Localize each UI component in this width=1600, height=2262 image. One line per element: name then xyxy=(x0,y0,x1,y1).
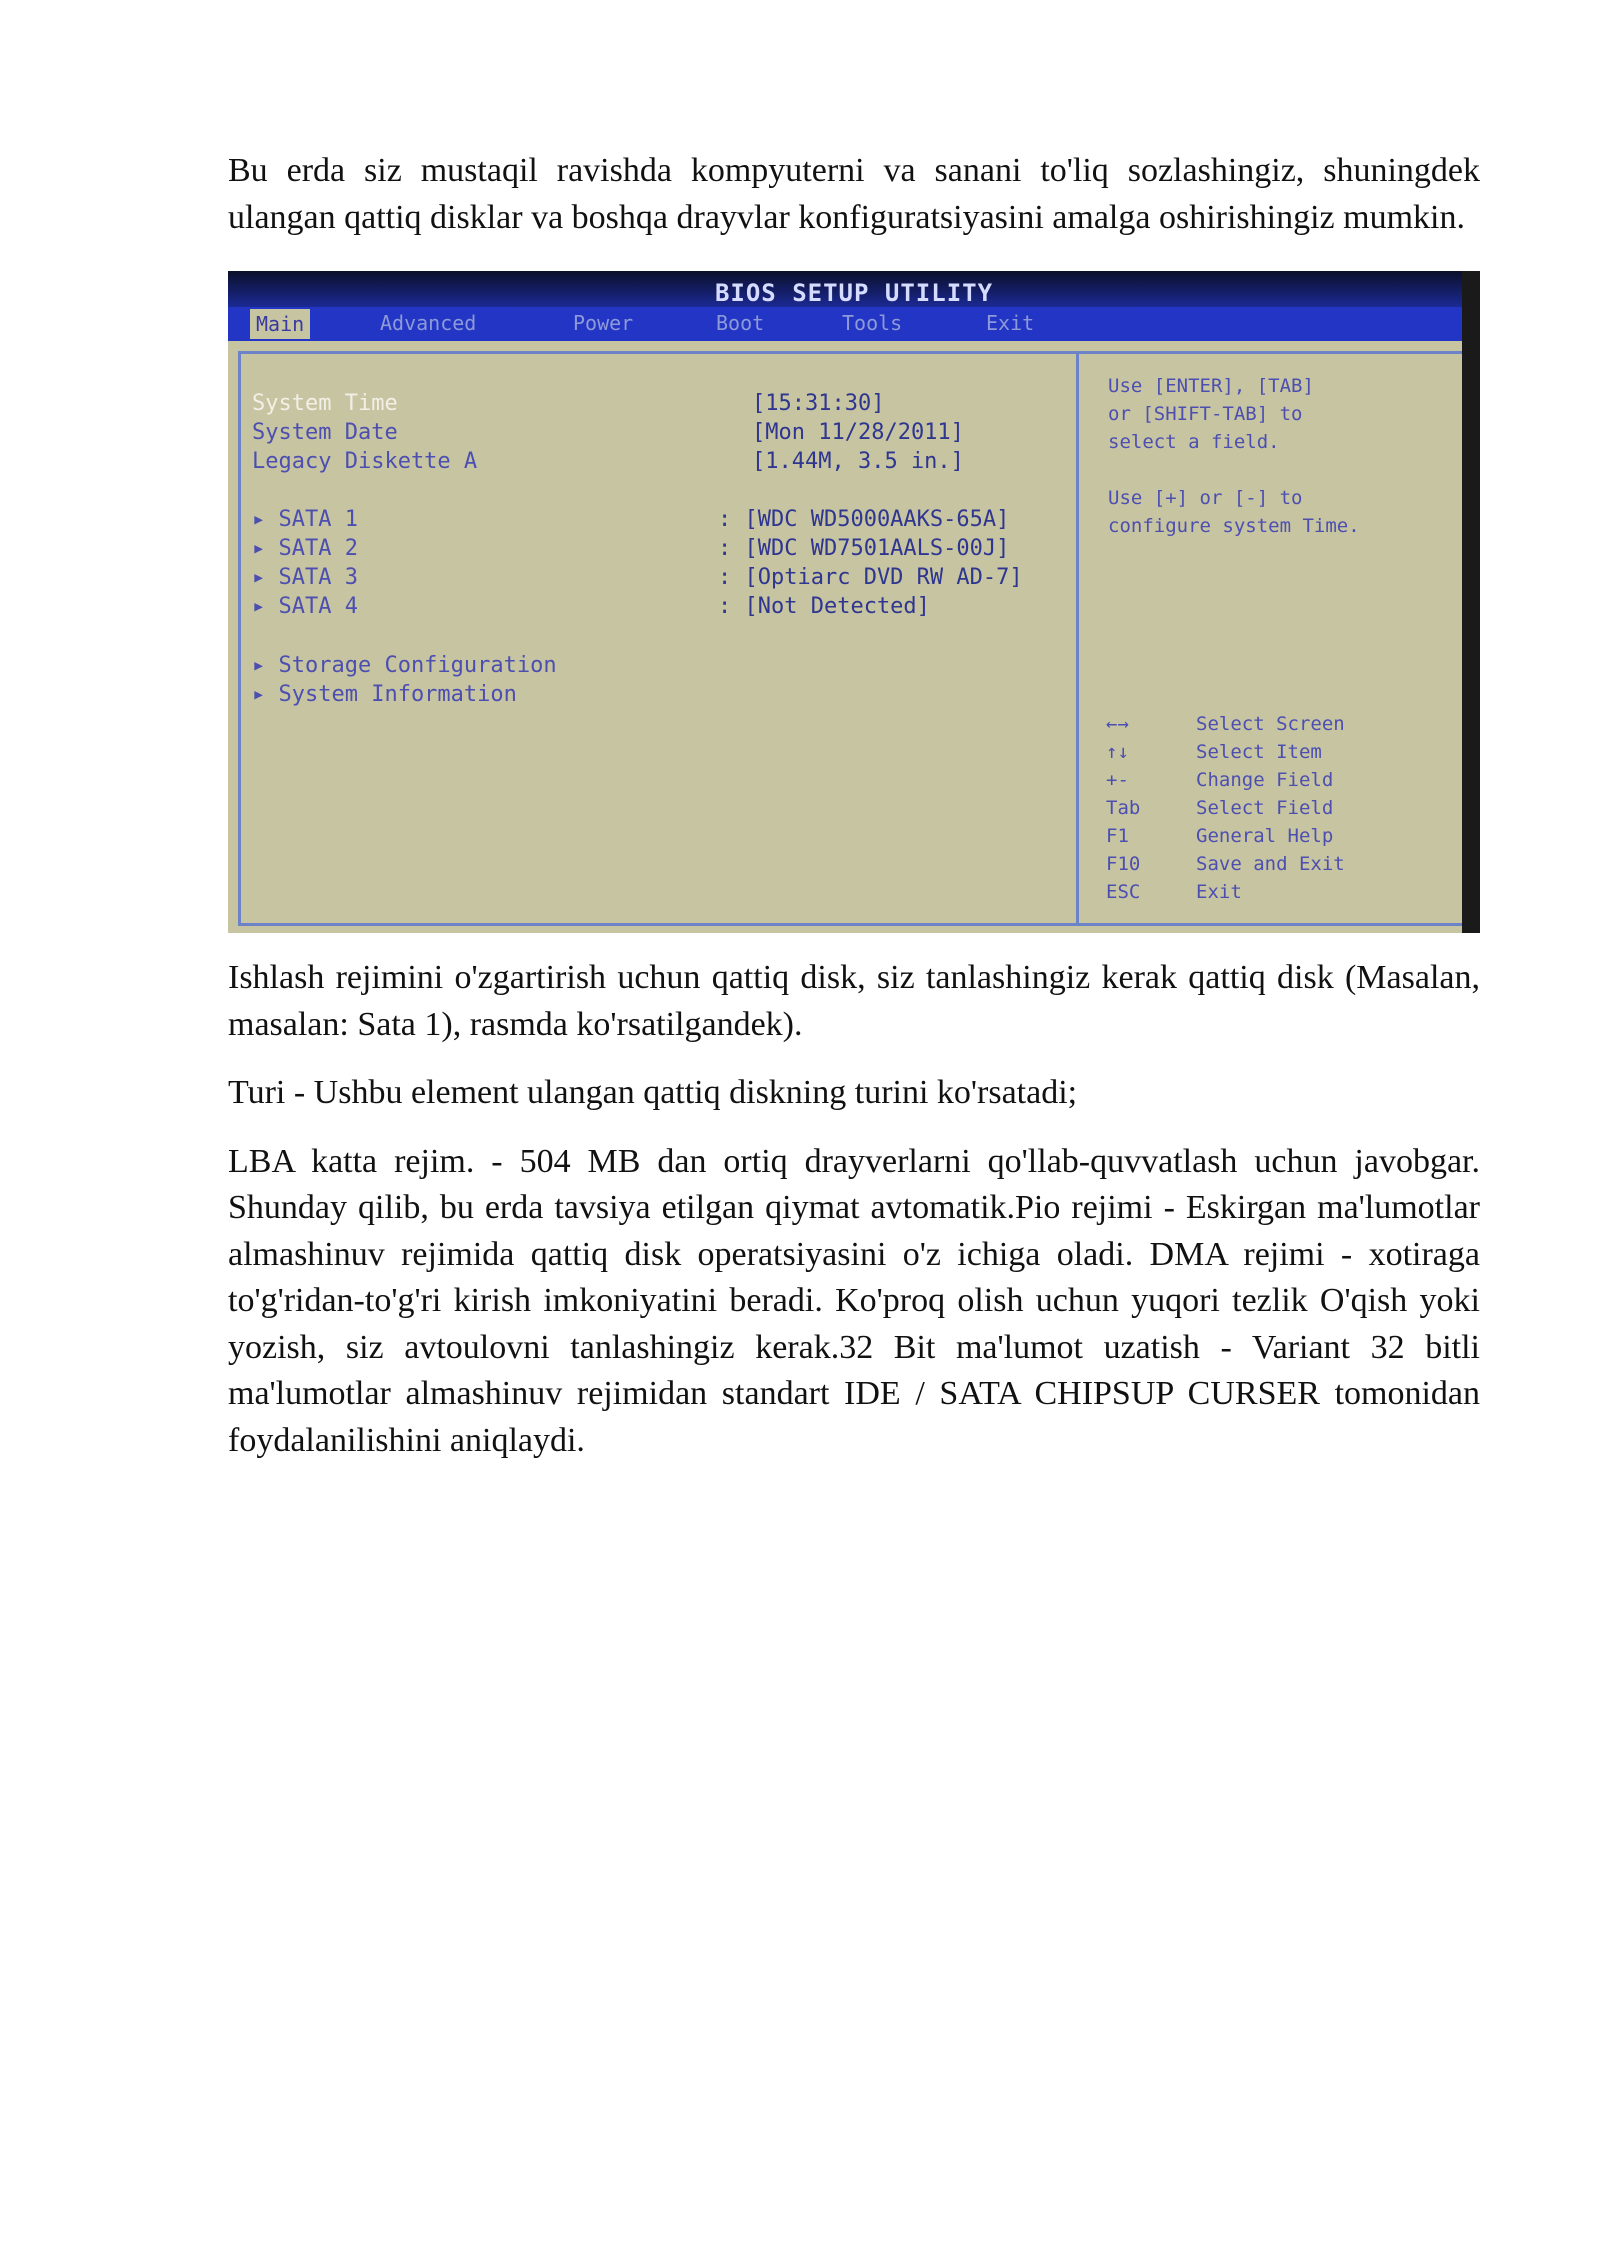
bios-menu-advanced: Advanced xyxy=(380,311,477,335)
bios-item-value: : [Not Detected] xyxy=(718,594,930,619)
bios-key: ↑↓ xyxy=(1106,741,1129,763)
bios-item-label: ▸ System Information xyxy=(252,682,517,707)
bios-help-line: select a field. xyxy=(1108,431,1280,453)
paragraph-intro: Bu erda siz mustaqil ravishda kompyuterni va sanani to'liq sozlashingiz, shuningdek ulangan qattiq disklar va boshqa drayvlar konfiguratsiyasini amalga oshirishingiz mumkin. xyxy=(228,152,1480,236)
bios-key-action: General Help xyxy=(1196,825,1334,847)
bios-key-action: Select Screen xyxy=(1196,713,1345,735)
bios-help-line: or [SHIFT-TAB] to xyxy=(1108,403,1303,425)
bios-item-label: ▸ SATA 1 xyxy=(252,507,358,532)
bios-item-value: [Mon 11/28/2011] xyxy=(752,420,964,445)
bios-menu-exit: Exit xyxy=(986,311,1035,335)
bios-menu-power: Power xyxy=(573,311,634,335)
paragraph-modes: LBA katta rejim. - 504 MB dan ortiq drayverlarni qo'llab-quvvatlash uchun javobgar. Shunday qilib, bu erda tavsiya etilgan qiymat avtomatik.Pio rejimi - Eskirgan ma'lumotlar almashinuv rejimida qattiq disk operatsiyasini o'z ichiga oladi. DMA rejimi - xotiraga to'g'ridan-to'g'ri kirish imkoniyatini beradi. Ko'proq olish uchun yuqori tezlik O'qish yoki yozish, siz avtoulovni tanlashingiz kerak.32 Bit ma'lumot uzatish - Variant 32 bitli ma'lumotlar almashinuv rejimidan standart IDE / SATA CHIPSUP CURSER tomonidan foydalanilishini aniqlaydi. xyxy=(228,1142,1480,1459)
bios-key-action: Save and Exit xyxy=(1196,853,1345,875)
bios-screenshot xyxy=(228,271,1480,933)
bios-item-value: [15:31:30] xyxy=(752,391,885,416)
document-page xyxy=(228,148,1480,1464)
bios-key: +- xyxy=(1106,769,1129,791)
bios-divider xyxy=(1076,351,1079,926)
bios-key: F1 xyxy=(1106,825,1129,847)
bios-item-label: ▸ SATA 3 xyxy=(252,565,358,590)
bios-help-line: Use [ENTER], [TAB] xyxy=(1108,375,1314,397)
bios-screen-bezel xyxy=(1462,271,1480,933)
bios-item-label: System Time xyxy=(252,391,398,416)
bios-key-action: Change Field xyxy=(1196,769,1334,791)
bios-menu-boot: Boot xyxy=(716,311,765,335)
bios-key-action: Exit xyxy=(1196,881,1242,903)
bios-menu-tools: Tools xyxy=(842,311,903,335)
bios-item-value: [1.44M, 3.5 in.] xyxy=(752,449,964,474)
bios-item-value: : [WDC WD5000AAKS-65A] xyxy=(718,507,1010,532)
bios-item-value: : [Optiarc DVD RW AD-7] xyxy=(718,565,1023,590)
bios-key: F10 xyxy=(1106,853,1141,875)
bios-item-value: : [WDC WD7501AALS-00J] xyxy=(718,536,1010,561)
bios-key: ←→ xyxy=(1106,713,1129,735)
paragraph-type: Turi - Ushbu element ulangan qattiq diskning turini ko'rsatadi; xyxy=(228,1074,1078,1111)
bios-key: Tab xyxy=(1106,797,1141,819)
bios-menu-main: Main xyxy=(250,309,310,339)
bios-menubar xyxy=(228,307,1480,341)
bios-key-action: Select Field xyxy=(1196,797,1334,819)
bios-key-action: Select Item xyxy=(1196,741,1322,763)
bios-item-label: Legacy Diskette A xyxy=(252,449,478,474)
bios-help-line: Use [+] or [-] to xyxy=(1108,487,1303,509)
bios-title: BIOS SETUP UTILITY xyxy=(714,279,994,307)
bios-item-label: ▸ SATA 4 xyxy=(252,594,358,619)
paragraph-sata-mode: Ishlash rejimini o'zgartirish uchun qattiq disk, siz tanlashingiz kerak qattiq disk (Masalan, masalan: Sata 1), rasmda ko'rsatilgandek). xyxy=(228,959,1480,1043)
bios-key: ESC xyxy=(1106,881,1141,903)
bios-help-line: configure system Time. xyxy=(1108,515,1360,537)
bios-item-label: System Date xyxy=(252,420,398,445)
bios-item-label: ▸ Storage Configuration xyxy=(252,653,557,678)
bios-item-label: ▸ SATA 2 xyxy=(252,536,358,561)
